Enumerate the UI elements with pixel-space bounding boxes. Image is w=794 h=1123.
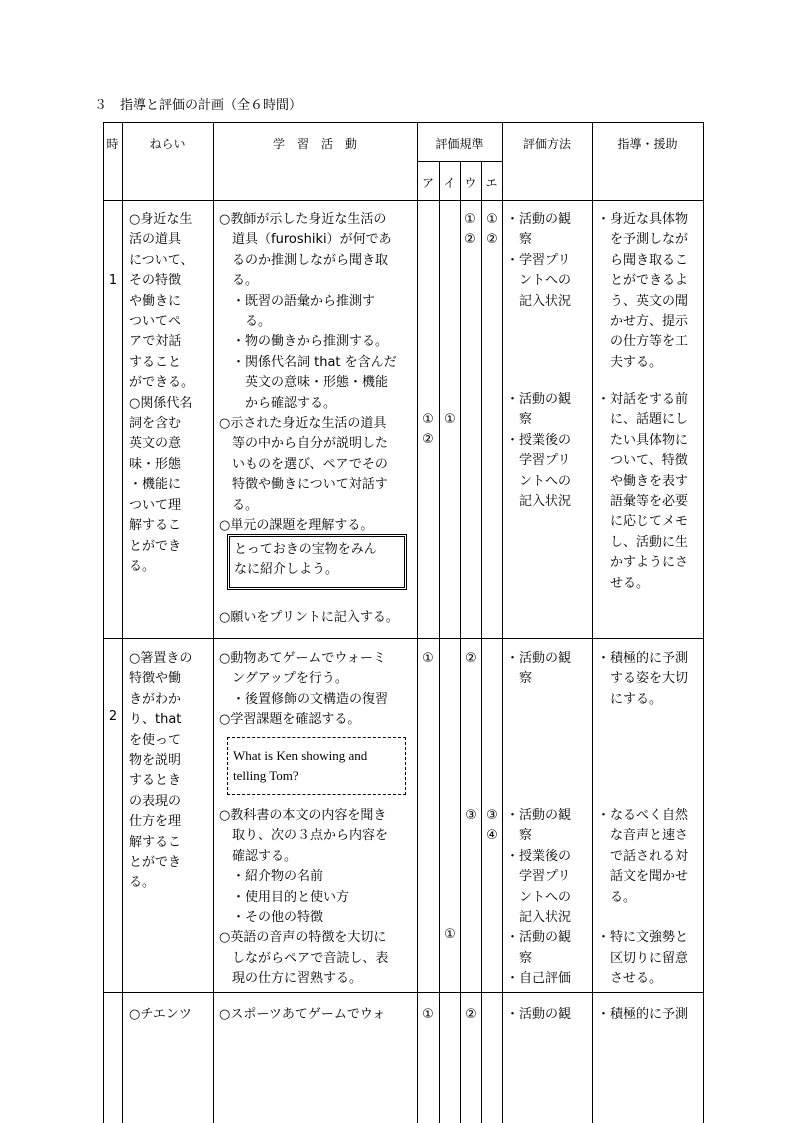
row-number: 1 <box>108 273 118 288</box>
aim-text: ○身近な生 活の道具 について、 その特徴 や働きに ついてペ アで対話 すること ができる。 ○関係代名 詞を含む 英文の意 味・形態 ・機能に ついて理 解するこ とができ る。 <box>129 212 195 574</box>
aim-text: ○箸置きの 特徴や働 きがわか り、that を使って 物を説明 するとき の表現の 仕方を理 解するこ とができ る。 <box>129 651 193 891</box>
header-time: 時 <box>106 137 119 151</box>
criteria-mark: ③ <box>465 808 477 823</box>
method-text: ・活動の観 察 ・授業後の 学習プリ ントへの 記入状況 <box>506 392 572 510</box>
criteria-mark: ① ② <box>464 212 476 248</box>
task-box-text: とっておきの宝物をみん なに紹介しよう。 <box>234 542 377 578</box>
support-text: ・なるべく自然 な音声と速さ で話される対 話文を聞かせ る。 ・特に文強勢と 区切りに留意 させる。 <box>597 808 689 987</box>
method-text: ・活動の観 察 ・授業後の 学習プリ ントへの 記入状況 ・活動の観 察 ・自己評価 <box>506 808 572 987</box>
activity-text: ○教科書の本文の内容を聞き 取り、次の３点から内容を 確認する。 ・紹介物の名前 ・使用目的と使い方 ・その他の特徴 ○英語の音声の特徴を大切に しながらペアで音読し、表 現の仕方に習熟する。 <box>219 808 389 987</box>
header-criteria-i: イ <box>443 176 456 190</box>
activity-text: ○願いをプリントに記入する。 <box>219 610 399 625</box>
header-criteria-a: ア <box>421 176 434 190</box>
method-text: ・活動の観 察 <box>506 651 572 687</box>
support-text: ・対話をする前 に、話題にし たい具体物に ついて、特徴 や働きを表す 語彙等を必要 に応じてメモ し、活動に生 かすようにさ せる。 <box>597 392 689 591</box>
header-criteria-e: エ <box>485 176 498 190</box>
header-support: 指導・援助 <box>617 137 678 151</box>
criteria-mark: ① <box>422 651 434 666</box>
header-aim: ねらい <box>149 137 186 151</box>
method-text: ・活動の観 <box>506 1007 572 1022</box>
activity-text: ○動物あてゲームでウォーミ ングアップを行う。 ・後置修飾の文構造の復習 ○学習課題を確認する。 <box>219 651 389 728</box>
criteria-mark: ② <box>465 651 477 666</box>
criteria-mark: ① <box>422 1007 434 1022</box>
criteria-mark: ① <box>444 927 456 942</box>
header-criteria: 評価規準 <box>435 137 484 151</box>
criteria-mark: ① ② <box>422 412 434 448</box>
row-number: 2 <box>108 709 118 724</box>
criteria-mark: ② <box>465 1007 477 1022</box>
task-box-text: What is Ken showing and telling Tom? <box>233 748 368 784</box>
plan-table <box>103 122 703 1123</box>
header-activity: 学 習 活 動 <box>272 137 357 151</box>
activity-text: ○スポーツあてゲームでウォ <box>219 1007 386 1022</box>
aim-text: ○チエンツ <box>129 1007 192 1022</box>
support-text: ・積極的に予測 する姿を大切 にする。 <box>597 651 689 707</box>
support-text: ・積極的に予測 <box>597 1007 689 1022</box>
method-text: ・活動の観 察 ・学習プリ ントへの 記入状況 <box>506 212 572 309</box>
header-criteria-u: ウ <box>464 176 477 190</box>
support-text: ・身近な具体物 を予測しなが ら聞き取るこ とができるよ う、英文の聞 かせ方、提示 の仕方等を工 夫する。 <box>597 212 689 370</box>
activity-text: ○教師が示した身近な生活の 道具（furoshiki）が何であ るのか推測しながら聞き取 る。 ・既習の語彙から推測す る。 ・物の働きから推測する。 ・関係代名詞 that を含んだ 英文の意味・形態・機能 から確認する。 ○示された身近な生活の道具 等の中から自分が説明した いものを選び、ペアでその 特徴や働きについて対話す る。 ○単元の課題を理解する。 <box>219 212 397 534</box>
criteria-mark: ③ ④ <box>486 808 498 844</box>
criteria-mark: ① <box>444 412 456 427</box>
criteria-mark: ① ② <box>486 212 498 248</box>
page-title: ３ 指導と評価の計画（全６時間） <box>94 98 303 113</box>
header-method: 評価方法 <box>522 137 571 151</box>
